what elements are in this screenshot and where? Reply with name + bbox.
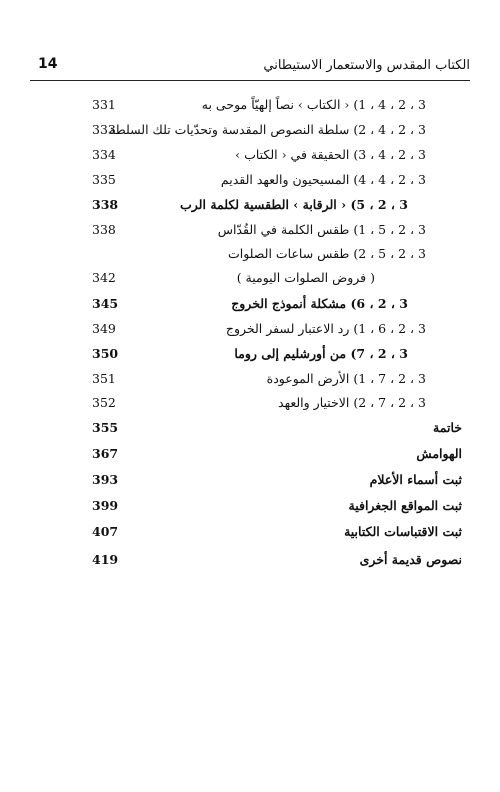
toc-entry-title: 3 ، 2 ، 7 ، 1) الأرض الموعودة <box>266 371 426 386</box>
toc-entry <box>0 296 500 316</box>
page-header <box>30 58 470 81</box>
toc-page-number: 367 <box>92 446 119 461</box>
toc-page-number: 349 <box>92 321 116 336</box>
toc-page-number: 355 <box>92 420 119 435</box>
toc-page-number: 345 <box>92 296 119 311</box>
toc-page-number: 393 <box>92 472 119 487</box>
toc-entry <box>0 446 500 466</box>
toc-entry <box>0 321 500 341</box>
toc-entry-title: 3 ، 2 ، 6) مشكلة أنموذج الخروج <box>231 296 408 311</box>
toc-entry-title: 3 ، 2 ، 4 ، 3) الحقيقة في ‹ الكتاب › <box>235 147 426 162</box>
toc-entry-title: 3 ، 2 ، 7) من أورشليم إلى روما <box>234 346 408 361</box>
toc-entry-title: ثبت أسماء الأعلام <box>369 472 462 487</box>
toc-page-number: 335 <box>92 172 116 187</box>
toc-entry-title: 3 ، 2 ، 6 ، 1) رد الاعتبار لسفر الخروج <box>225 321 426 336</box>
toc-entry-title: 3 ، 2 ، 4 ، 4) المسيحيون والعهد القديم <box>220 172 426 187</box>
toc-entry <box>0 147 500 167</box>
toc-entry <box>0 552 500 572</box>
toc-entry-title: ( فروض الصلوات اليومية ) <box>236 270 375 285</box>
toc-entry <box>0 246 500 266</box>
toc-entry-title: 3 ، 2 ، 7 ، 2) الاختيار والعهد <box>278 395 426 410</box>
toc-page-number: 342 <box>92 270 116 285</box>
toc-entry <box>0 122 500 142</box>
toc-entry-title: خاتمة <box>433 420 462 435</box>
toc-entry-title: ثبت المواقع الجغرافية <box>348 498 462 513</box>
toc-entry <box>0 222 500 242</box>
toc-page-number: 407 <box>92 524 119 539</box>
toc-entry-title: 3 ، 2 ، 5) ‹ الرقابة › الطقسية لكلمة الرب <box>180 197 408 212</box>
toc-entry-title: 3 ، 2 ، 5 ، 1) طقس الكلمة في القُدّاس <box>217 222 426 237</box>
toc-entry <box>0 346 500 366</box>
toc-entry <box>0 371 500 391</box>
toc-page-number: 334 <box>92 147 116 162</box>
toc-entry <box>0 524 500 544</box>
toc-entry-continuation <box>0 270 500 290</box>
toc-page-number: 399 <box>92 498 119 513</box>
toc-entry-title: 3 ، 2 ، 4 ، 1) ‹ الكتاب › نصاً إلهيّاً موحى به <box>201 97 426 112</box>
page-number: 14 <box>38 56 58 72</box>
toc-page-number: 351 <box>92 371 116 386</box>
toc-entry <box>0 498 500 518</box>
toc-page-number: 331 <box>92 97 116 112</box>
toc-page-number: 333 <box>92 122 116 137</box>
toc-page-number: 350 <box>92 346 119 361</box>
running-title: الكتاب المقدس والاستعمار الاستيطاني <box>263 58 470 73</box>
toc-entry-title: ثبت الاقتباسات الكتابية <box>344 524 462 539</box>
toc-page-number: 338 <box>92 222 116 237</box>
toc-entry <box>0 395 500 415</box>
toc-page-number: 419 <box>92 552 119 567</box>
toc-entry-title: 3 ، 2 ، 5 ، 2) طقس ساعات الصلوات <box>227 246 426 261</box>
toc-page-number: 338 <box>92 197 119 212</box>
toc-entry-title: 3 ، 2 ، 4 ، 2) سلطة النصوص المقدسة وتحدّيات تلك السلطة <box>109 122 426 137</box>
toc-entry <box>0 97 500 117</box>
toc-entry <box>0 172 500 192</box>
toc-entry <box>0 197 500 217</box>
toc-entry-title: الهوامش <box>416 446 462 461</box>
toc-page-number: 352 <box>92 395 116 410</box>
toc-entry <box>0 420 500 440</box>
toc-entry <box>0 472 500 492</box>
toc-entry-title: نصوص قديمة أخرى <box>359 552 462 567</box>
